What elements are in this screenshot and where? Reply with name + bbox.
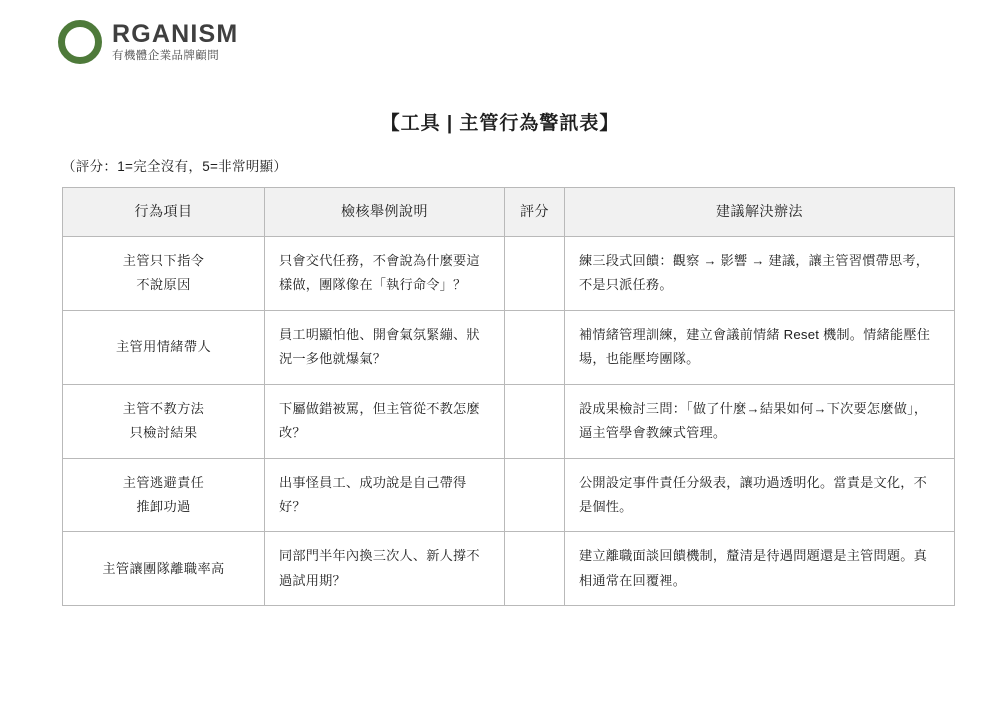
cell-solution: 練三段式回饋：觀察 → 影響 → 建議，讓主管習慣帶思考，不是只派任務。 xyxy=(565,237,955,311)
table-row xyxy=(63,310,955,384)
behavior-line: 主管逃避責任 xyxy=(122,474,205,490)
cell-example: 只會交代任務，不會說為什麼要這樣做，團隊像在「執行命令」？ xyxy=(265,237,505,311)
warning-signs-table-wrapper xyxy=(62,187,954,606)
cell-solution: 公開設定事件責任分級表，讓功過透明化。當責是文化，不是個性。 xyxy=(565,458,955,532)
column-header-score: 評分 xyxy=(505,188,565,237)
behavior-line: 主管不教方法 xyxy=(122,400,205,416)
logo-ring-icon xyxy=(58,20,102,64)
warning-signs-table xyxy=(62,187,955,606)
behavior-line: 不說原因 xyxy=(136,277,191,293)
table-header-row xyxy=(63,188,955,237)
logo-wordmark: RGANISM xyxy=(112,19,239,48)
cell-example: 下屬做錯被罵，但主管從不教怎麼改？ xyxy=(265,384,505,458)
table-row xyxy=(63,532,955,606)
table-body xyxy=(63,237,955,606)
table-row xyxy=(63,458,955,532)
brand-logo xyxy=(58,20,238,64)
cell-example: 出事怪員工、成功說是自己帶得好？ xyxy=(265,458,505,532)
cell-behavior xyxy=(63,310,265,384)
behavior-line: 主管用情緒帶人 xyxy=(115,339,212,355)
logo-tagline: 有機體企業品牌顧問 xyxy=(112,49,220,62)
behavior-line: 主管只下指令 xyxy=(122,253,205,268)
behavior-line: 推卸功過 xyxy=(136,498,191,514)
cell-behavior xyxy=(63,458,265,532)
column-header-solution: 建議解決辦法 xyxy=(565,188,955,237)
table-header xyxy=(63,188,955,237)
column-header-behavior: 行為項目 xyxy=(63,188,265,237)
cell-score[interactable] xyxy=(505,237,565,311)
cell-behavior xyxy=(63,237,265,311)
cell-score[interactable] xyxy=(505,532,565,606)
cell-score[interactable] xyxy=(505,384,565,458)
logo-text-block xyxy=(112,19,239,63)
behavior-line: 主管讓團隊離職率高 xyxy=(102,560,225,576)
cell-behavior xyxy=(63,532,265,606)
cell-solution: 建立離職面談回饋機制，釐清是待遇問題還是主管問題。真相通常在回覆裡。 xyxy=(565,532,955,606)
behavior-line: 只檢討結果 xyxy=(129,425,198,441)
table-row xyxy=(63,237,955,311)
cell-solution: 補情緒管理訓練，建立會議前情緒 Reset 機制。情緒能壓住場，也能壓垮團隊。 xyxy=(565,310,955,384)
cell-behavior xyxy=(63,384,265,458)
table-row xyxy=(63,384,955,458)
scoring-scale-note: （評分：1=完全沒有，5=非常明顯） xyxy=(62,159,288,174)
cell-score[interactable] xyxy=(505,458,565,532)
cell-example: 同部門半年內換三次人、新人撐不過試用期？ xyxy=(265,532,505,606)
page-title: 【工具 | 主管行為警訊表】 xyxy=(380,113,620,134)
cell-example: 員工明顯怕他、開會氣氛緊繃、狀況一多他就爆氣？ xyxy=(265,310,505,384)
column-header-example: 檢核舉例說明 xyxy=(265,188,505,237)
cell-score[interactable] xyxy=(505,310,565,384)
cell-solution: 設成果檢討三問：「做了什麼→結果如何→下次要怎麼做」，逼主管學會教練式管理。 xyxy=(565,384,955,458)
